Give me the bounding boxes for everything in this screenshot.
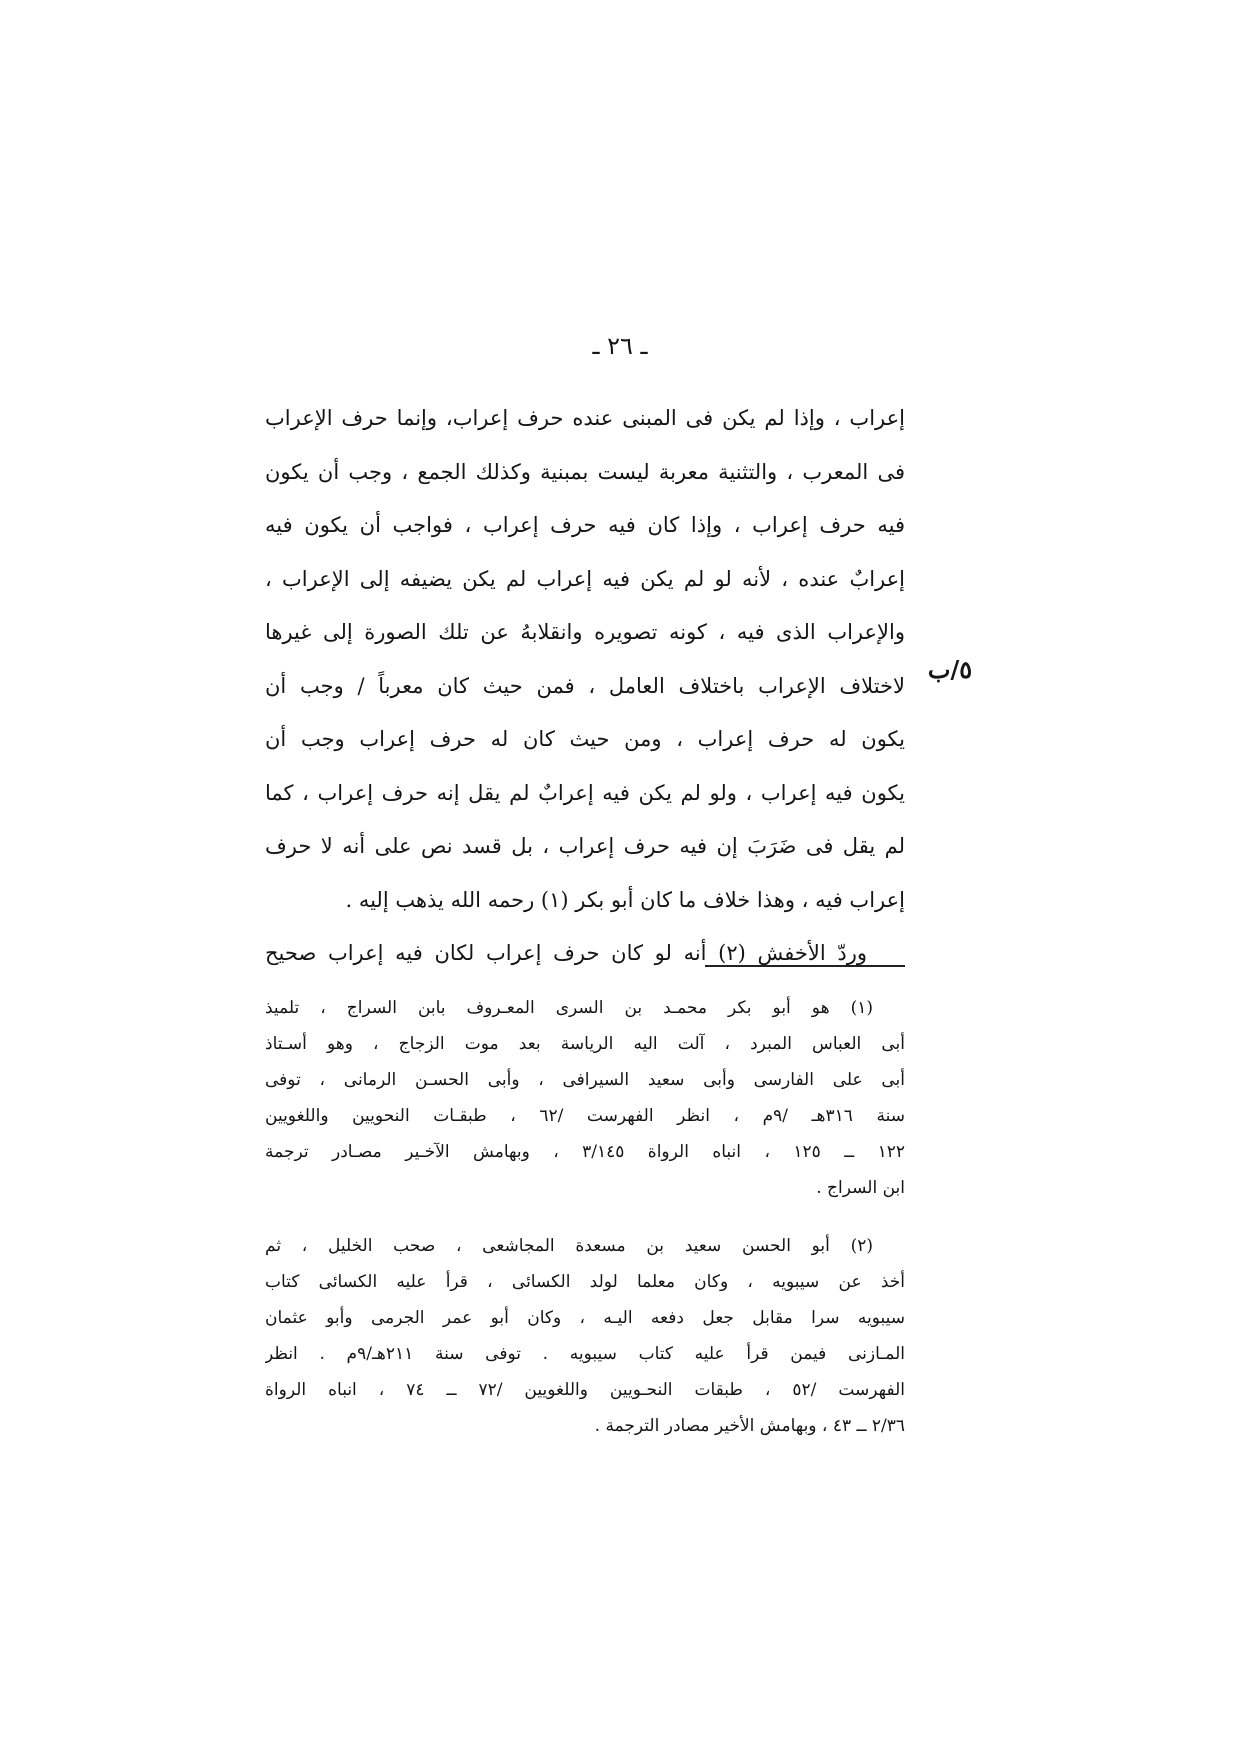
footnote-line: الفهرست /٥٢ ، طبقات النحـويين واللغويين /٧٢ ــ ٧٤ ، انباه الرواة <box>265 1380 905 1400</box>
footnote-line: سنة ٣١٦هـ /٩م ، انظر الفهرست /٦٢ ، طبقـات النحويين واللغويين <box>265 1106 905 1126</box>
margin-folio-note: ٥/ب <box>927 655 973 684</box>
main-text-line: يكون له حرف إعراب ، ومن حيث كان له حرف إعراب وجب أن <box>265 727 905 751</box>
footnote-line: أبى العباس المبرد ، آلت اليه الرياسة بعد موت الزجاج ، وهو أسـتاذ <box>265 1034 905 1054</box>
main-text-block <box>265 392 905 981</box>
main-text-line: إعراب فيه ، وهذا خلاف ما كان أبو بكر (١) رحمه الله يذهب إليه . <box>345 887 905 912</box>
footnotes-block <box>265 990 905 1466</box>
footnote-line: ابن السراج . <box>816 1178 905 1198</box>
footnote-separator-rule <box>705 965 905 967</box>
footnote-line: ٢/٣٦ ــ ٤٣ ، وبهامش الأخير مصادر الترجمة . <box>594 1416 905 1436</box>
main-text-line: يكون فيه إعراب ، ولو لم يكن فيه إعرابٌ لم يقل إنه حرف إعراب ، كما <box>265 780 905 805</box>
footnote-line: سيبويه سرا مقابل جعل دفعه اليـه ، وكان أبو عمر الجرمى وأبو عثمان <box>265 1308 905 1328</box>
footnote-line: أخذ عن سيبويه ، وكان معلما لولد الكسائى ، قرأ عليه الكسائى كتاب <box>265 1272 905 1292</box>
footnote-1 <box>265 990 905 1206</box>
page-number: ـ ٢٦ ـ <box>592 332 648 360</box>
main-text-line: فيه حرف إعراب ، وإذا كان فيه حرف إعراب ، فواجب أن يكون فيه <box>265 513 905 537</box>
footnote-line: المـازنى فيمن قرأ عليه كتاب سيبويه . توفى سنة ٢١١هـ/٩م . انظر <box>265 1344 905 1364</box>
main-text-line: إعراب ، وإذا لم يكن فى المبنى عنده حرف إعراب، وإنما حرف الإعراب <box>265 406 905 430</box>
main-text-line: إعرابٌ عنده ، لأنه لو لم يكن فيه إعراب لم يكن يضيفه إلى الإعراب ، <box>265 566 905 591</box>
footnote-line: (١) هو أبو بكر محمـد بن السرى المعـروف بابن السراج ، تلميذ <box>265 998 873 1018</box>
footnote-line: أبى على الفارسى وأبى سعيد السيرافى ، وأبى الحسـن الرمانى ، توفى <box>265 1070 905 1090</box>
footnote-line: (٢) أبو الحسن سعيد بن مسعدة المجاشعى ، صحب الخليل ، ثم <box>265 1236 873 1256</box>
main-text-line: والإعراب الذى فيه ، كونه تصويره وانقلابهُ عن تلك الصورة إلى غيرها <box>265 620 905 644</box>
main-text-line: وردّ الأخفش (٢) أنه لو كان حرف إعراب لكان فيه إعراب صحيح <box>265 941 868 965</box>
main-text-line: لم يقل فى ضَرَبَ إن فيه حرف إعراب ، بل قسد نص على أنه لا حرف <box>265 834 905 858</box>
main-text-line: فى المعرب ، والتثنية معربة ليست بمبنية وكذلك الجمع ، وجب أن يكون <box>265 459 905 484</box>
main-text-line: لاختلاف الإعراب باختلاف العامل ، فمن حيث كان معرباً / وجب أن <box>265 673 905 698</box>
footnote-line: ١٢٢ ــ ١٢٥ ، انباه الرواة ٣/١٤٥ ، وبهامش الآخـير مصـادر ترجمة <box>265 1142 905 1162</box>
footnote-2 <box>265 1228 905 1444</box>
